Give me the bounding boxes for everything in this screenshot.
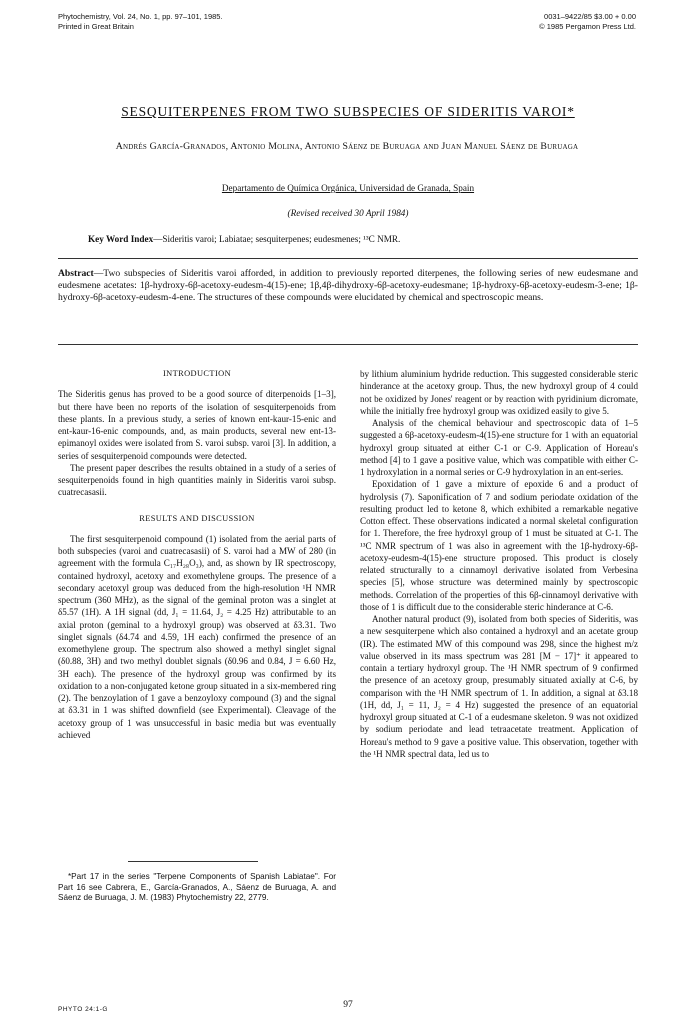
journal-citation: Phytochemistry, Vol. 24, No. 1, pp. 97–101, 1985. [58,12,223,21]
page-number: 97 [343,1000,353,1010]
keyword-index [88,234,628,244]
intro-paragraph-1: The Sideritis genus has proved to be a good source of diterpenoids [1–3], but there have been no reports of the isolation of sesquiterpenoids from these plants. In a previous study, a series of known ent-kaur-15-enic and ent-kaur-16-enic compounds, and, as main products, several new ent-13-epimanoyl oxides were isolated from S. varoi subsp. varoi [3]. In addition, a series of sesquiterpenoid compounds were detected. [58,389,336,461]
journal-code: 0031–9422/85 $3.00 + 0.00 [544,12,636,21]
footnote-text: *Part 17 in the series "Terpene Components of Spanish Labiatae". For Part 16 see Cabrera, E., García-Granados, A., Sáenz de Buruaga, A. and Sáenz de Buruaga, J. M. (1983) Phytochemistry 22, 2779. [58,872,336,903]
right-paragraph-1: by lithium aluminium hydride reduction. This suggested considerable steric hinderance at the acetoxy group. Thus, the new hydroxyl group of 4 could not be oxidized by Jones' reagent or by reaction with pyridinium dicromate, while the initially free hydroxyl group was oxidized easily to give 5. [360,369,638,416]
printed-location: Printed in Great Britain [58,21,134,31]
abstract-label: Abstract [58,268,94,279]
paper-title: SESQUITERPENES FROM TWO SUBSPECIES OF SIDERITIS VAROI* [121,104,575,119]
journal-header-right [539,12,636,31]
revised-date: (Revised received 30 April 1984) [287,208,409,218]
introduction-heading: INTRODUCTION [162,369,232,378]
copyright: © 1985 Pergamon Press Ltd. [539,21,636,31]
results-paragraph-1: The first sesquiterpenoid compound (1) isolated from the aerial parts of both subspecies (varoi and cuatrecasasii) of S. varoi had a MW of 280 (in agreement with the formula C₁₇H₂₈O₃), and, as shown by IR spectroscopy, contained hydroxyl, acetoxy and exomethylene groups. The presence of a secondary acetoxyl group was deduced from the high-resolution ¹H NMR spectrum (360 MHz), as the signal of the geminal proton was a singlet at δ5.57 (1H). A 1H signal (dd, J₁ = 11.64, J₂ = 4.25 Hz) attributable to an axial proton (geminal to a hydroxyl group) was observed at δ3.31. Two singlet signals (δ4.74 and 4.59, 1H each) confirmed the presence of an exomethylene group. The spectrum also showed a methyl singlet signal (δ0.88, 3H) and two methyl doublet signals (δ0.96 and 0.84, J = 6.60 Hz, 3H each). The presence of the hydroxyl group was confirmed by its oxidation to a non-conjugated ketone group situated in a six-membered ring (2). The benzoylation of 1 gave a benzoyloxy compound (3) and the signal at δ3.31 in 1 was shifted downfield (see Experimental). Cleavage of the acetoxy group of 1 was unsuccessful in basic media but was eventually achieved [58,533,336,740]
keyword-label: Key Word Index [88,234,154,244]
abstract [58,268,638,305]
intro-paragraph-2: The present paper describes the results obtained in a study of a series of sesquiterpenoids found in high quantities mainly in Sideritis varoi subsp. cuatrecasasii. [58,462,336,498]
keyword-text: —Sideritis varoi; Labiatae; sesquiterpenes; eudesmenes; ¹³C NMR. [153,234,401,244]
abstract-bottom-rule [58,344,638,345]
right-paragraph-3: Epoxidation of 1 gave a mixture of epoxide 6 and a product of hydrolysis (7). Saponification of 7 and sodium periodate oxidation of the resulting product led to ketone 8, which exhibited a remarkable negative Cotton effect. These observations indicated a normal skeletal configuration for 1. Therefore, the free hydroxyl group of 1 must be situated at C-1. The ¹³C NMR spectrum of 1 was also in agreement with the 1β-hydroxy-6β-acetoxy-eudesm-4(15)-ene structure proposed. This product is closely related structurally to a cinnamoyl derivative isolated from Verbesina species [5], whose structure was determined mainly by spectroscopic methods. Correlation of the properties of this 6β-cinnamoyl derivative with those of 1 is difficult due to the considerable steric hinderance at C-6. [360,479,638,612]
results-heading: RESULTS AND DISCUSSION [139,513,255,523]
author-list: Andrés García-Granados, Antonio Molina, Antonio Sáenz de Buruaga and Juan Manuel Sáenz de Buruaga [115,141,579,152]
right-paragraph-4: Another natural product (9), isolated from both species of Sideritis, was a new sesquiterpene which also contained a hydroxyl and an acetate group (IR). The estimated MW of this compound was 298, since the highest m/z value observed in its mass spectrum was 281 [M − 17]⁺ it appeared to contain a tertiary hydroxyl group. The ¹H NMR spectrum of 9 confirmed the presence of an acetoxy group, presumably situated axially at C-6, by comparison with the ¹H NMR spectrum of 1. In addition, a signal at δ3.18 (1H, dd, J₁ = 11, J₂ = 4 Hz) suggested the presence of an equatorial hydroxyl group situated at C-1 of a eudesmane skeleton. 9 was not oxidized by sodium periodate and lead tetraacetate treatment. Application of Horeau's method to 9 gave a positive value. This observation, together with the ¹H NMR spectral data, led us to [360,614,638,759]
right-paragraph-2: Analysis of the chemical behaviour and spectroscopic data of 1–5 suggested a 6β-acetoxy-eudesm-4(15)-ene structure for 1 with an equatorial hydroxyl group situated at either C-1 or C-9. Application of Horeau's method [4] to 1 gave a positive value, which was compatible with either C-1 hydroxylation in a normal series or C-9 hydroxylation in an ent-series. [360,418,638,477]
left-column [58,368,336,741]
journal-header-left [58,12,223,31]
footnote [58,872,336,904]
abstract-top-rule [58,258,638,259]
footer-id: PHYTO 24:1-G [58,1006,108,1013]
right-column [360,368,638,760]
affiliation: Departamento de Química Orgánica, Universidad de Granada, Spain [221,183,475,193]
footnote-rule [128,861,258,862]
abstract-text: —Two subspecies of Sideritis varoi afforded, in addition to previously reported diterpenes, the following series of new eudesmane and eudesmene acetates: 1β-hydroxy-6β-acetoxy-eudesm-4(15)-ene; 1β,4β-dihydroxy-6β-acetoxy-eudesmane; 1β-hydroxy-6β-acetoxy-eudesm-3-ene; 1β-hydroxy-6β-acetoxy-eudesm-4-ene. The structures of these compounds were elucidated by chemical and spectroscopic means. [58,268,638,304]
